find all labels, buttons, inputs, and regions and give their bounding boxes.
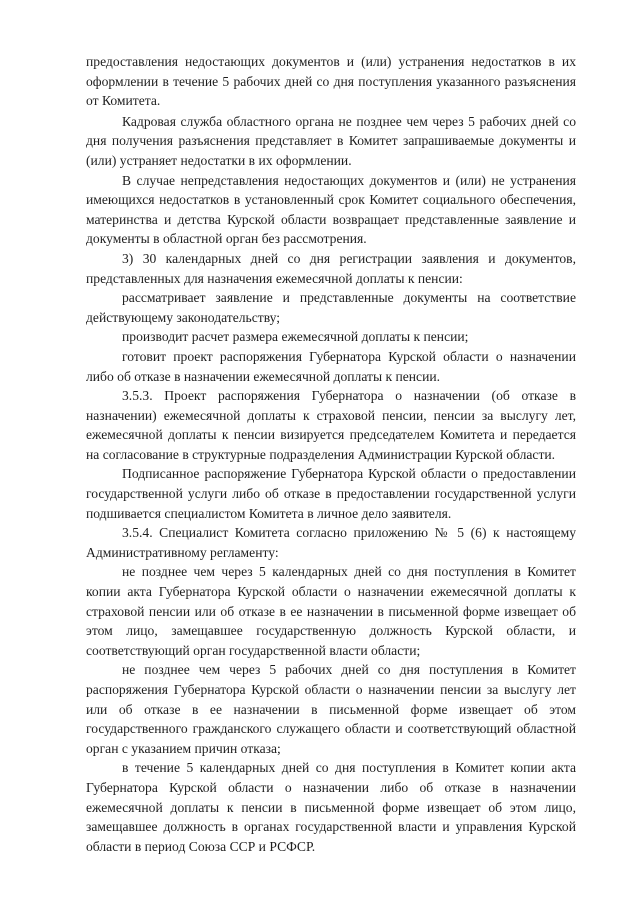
paragraph-signed-order: Подписанное распоряжение Губернатора Курской области о предоставлении государственной услуги либо об отказе в предоставлении государственной услуги подшивается специалистом Комитета в личное дело заявителя.	[86, 466, 576, 521]
paragraph-3-5-4: 3.5.4. Специалист Комитета согласно приложению № 5 (6) к настоящему Административному регламенту:	[86, 525, 576, 560]
paragraph-3-5-3: 3.5.3. Проект распоряжения Губернатора о назначении (об отказе в назначении) ежемесячной доплаты к страховой пенсии, пенсии за выслугу лет, ежемесячной доплаты к пенсии визируется председателем Комитета и передается на согласование в структурные подразделения Администрации Курской области.	[86, 388, 576, 462]
paragraph-notify-insurance: не позднее чем через 5 календарных дней со дня поступления в Комитет копии акта Губернатора Курской области о назначении ежемесячной доплаты к страховой пенсии или об отказе в ее назначении в письменной форме извещает об этом лицо, замещавшее государственную должность Курской области, и соответствующий орган государственной власти области;	[86, 564, 576, 658]
paragraph-item-3: 3) 30 календарных дней со дня регистрации заявления и документов, представленных для назначения ежемесячной доплаты к пенсии:	[86, 250, 576, 286]
paragraph-notify-ussr: в течение 5 календарных дней со дня поступления в Комитет копии акта Губернатора Курской области о назначении либо об отказе в назначении ежемесячной доплаты к пенсии в письменной форме извещает об этом лицо, замещавшее должность в органах государственной власти и управления Курской области в период Союза ССР и РСФСР.	[86, 760, 576, 854]
paragraph-non-submission: В случае непредставления недостающих документов и (или) не устранения имеющихся недостатков в установленный срок Комитет социального обеспечения, материнства и детства Курской области возвращает представленные заявление и документы в областной орган без рассмотрения.	[86, 172, 576, 247]
paragraph-calculates: производит расчет размера ежемесячной доплаты к пенсии;	[122, 329, 469, 345]
paragraph-hr-service: Кадровая служба областного органа не позднее чем через 5 рабочих дней со дня получения разъяснения представляет в Комитет запрашиваемые документы и (или) устраняет недостатки в их оформлении.	[86, 113, 576, 168]
paragraph-continuation: предоставления недостающих документов и (или) устранения недостатков в их оформлении в течение 5 рабочих дней со дня поступления указанного разъяснения от Комитета.	[86, 54, 576, 109]
paragraph-notify-service: не позднее чем через 5 рабочих дней со дня поступления в Комитет распоряжения Губернатора Курской области о назначении пенсии за выслугу лет или об отказе в ее назначении в письменной форме извещает об этом государственного гражданского служащего области и соответствующий областной орган с указанием причин отказа;	[86, 662, 576, 756]
paragraph-prepares: готовит проект распоряжения Губернатора Курской области о назначении либо об отказе в назначении ежемесячной доплаты к пенсии.	[86, 348, 576, 384]
paragraph-reviews: рассматривает заявление и представленные документы на соответствие действующему законодательству;	[86, 290, 576, 325]
